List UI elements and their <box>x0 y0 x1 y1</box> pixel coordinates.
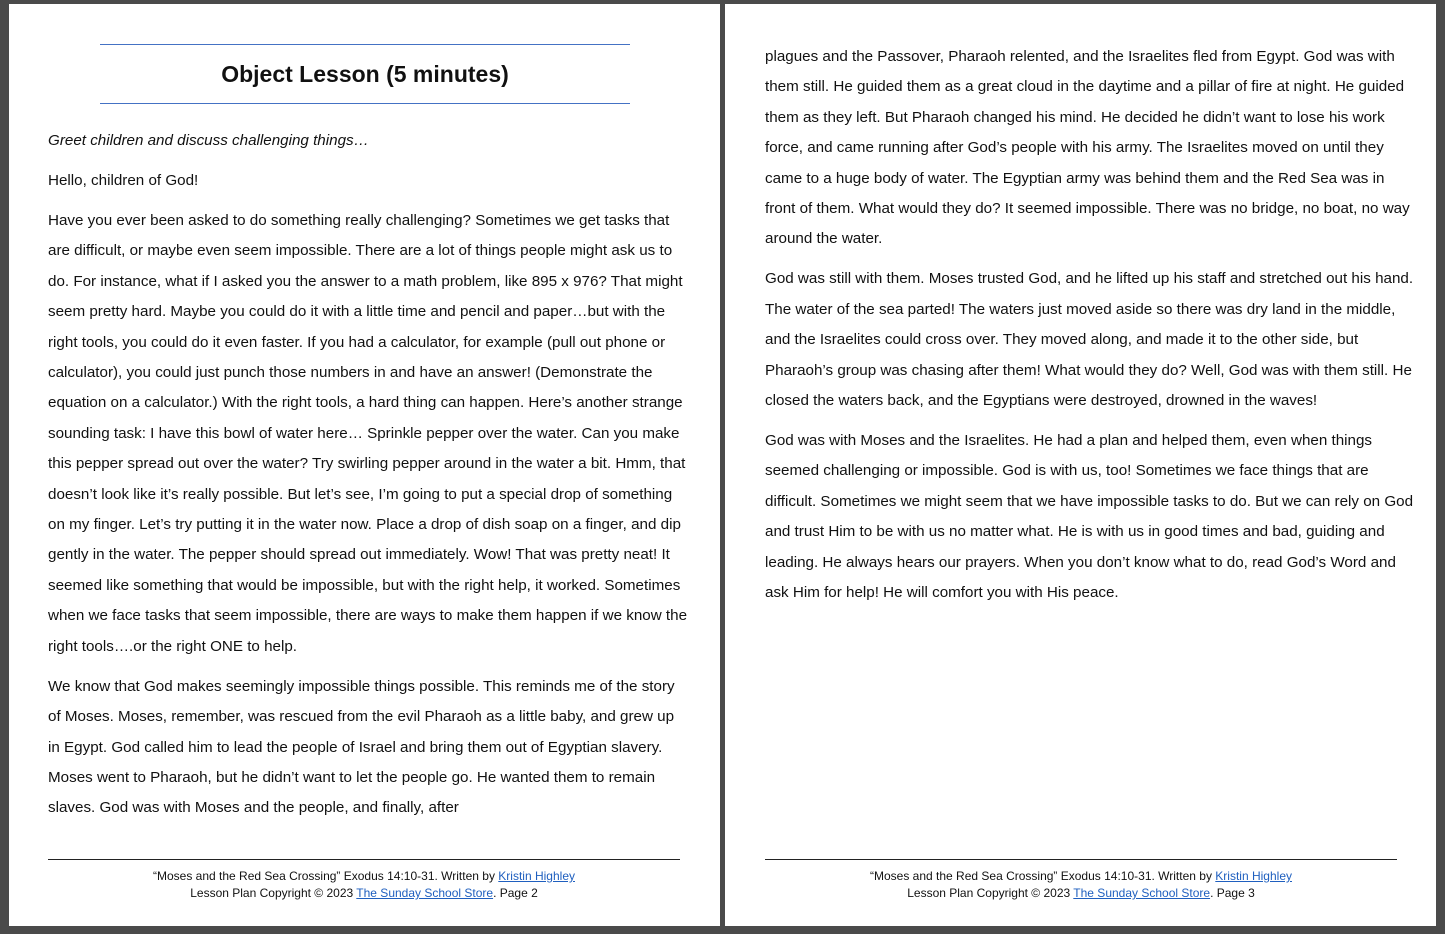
footer-copyright-line <box>48 885 680 902</box>
section-title: Object Lesson (5 minutes) <box>221 61 509 87</box>
title-bottom-rule <box>100 103 630 104</box>
footer-citation-line <box>765 868 1397 885</box>
section-title-block <box>100 44 630 104</box>
store-link[interactable]: The Sunday School Store <box>1073 886 1211 900</box>
paragraph-exodus: plagues and the Passover, Pharaoh relented, and the Israelites fled from Egypt. God was with them still. He guided them as a great cloud in the daytime and a pillar of fire at night. He guided them as they left. But Pharaoh changed his mind. He decided he didn’t want to lose his work force, and came running after God’s people with his army. The Israelites moved on until they came to a huge body of water. The Egyptian army was behind them and the Red Sea was in front of them. What would they do? It seemed impossible. There was no bridge, no boat, no way around the water. <box>765 48 1410 248</box>
footer-citation-text: “Moses and the Red Sea Crossing” Exodus 14:10-31. Written by <box>870 869 1216 883</box>
paragraph-moses-story: We know that God makes seemingly impossible things possible. This reminds me of the story of Moses. Moses, remember, was rescued from the evil Pharaoh as a little baby, and grew up in Egypt. God called him to lead the people of Israel and bring them out of Egyptian slavery. Moses went to Pharaoh, but he didn’t want to let the people go. He wanted them to remain slaves. God was with Moses and the people, and finally, after <box>48 677 675 817</box>
footer-copyright-text: Lesson Plan Copyright © 2023 <box>190 886 357 900</box>
title-top-rule <box>100 44 630 45</box>
document-page-2 <box>9 4 720 926</box>
paragraph-intro-instruction: Greet children and discuss challenging things… <box>48 132 369 149</box>
paragraph-object-lesson: Have you ever been asked to do something really challenging? Sometimes we get tasks that are difficult, or maybe even seem impossible. There are a lot of things people might ask us to do. For instance, what if I asked you the answer to a math problem, like 895 x 976? That might seem pretty hard. Maybe you could do it with a little time and pencil and paper…but with the right tools, you could do it even faster. If you had a calculator, for example (pull out phone or calculator), you could just punch those numbers in and have an answer! (Demonstrate the equation on a calculator.) With the right tools, a hard thing can happen. Here’s another strange sounding task: I have this bowl of water here… Sprinkle pepper over the water. Can you make this pepper spread out over the water? Try swirling pepper around in the water a bit. Hmm, that doesn’t look like it’s really possible. But let’s see, I’m going to put a special drop of something on my finger. Let’s try putting it in the water now. Place a drop of dish soap on a finger, and dip gently in the water. The pepper should spread out immediately. Wow! That was pretty neat! It seemed like something that would be impossible, but with the right help, it worked. Sometimes when we face tasks that seem impossible, there are ways to make them happen if we know the right tools….or the right ONE to help. <box>48 212 688 655</box>
page-2-body <box>48 126 688 833</box>
footer-citation-line <box>48 868 680 885</box>
paragraph-greeting: Hello, children of God! <box>48 172 199 189</box>
store-link[interactable]: The Sunday School Store <box>356 886 494 900</box>
footer-copyright-text: Lesson Plan Copyright © 2023 <box>907 886 1074 900</box>
page-number: . Page 2 <box>493 886 538 900</box>
footer-citation-text: “Moses and the Red Sea Crossing” Exodus 14:10-31. Written by <box>153 869 499 883</box>
paragraph-application: God was with Moses and the Israelites. He had a plan and helped them, even when things seemed challenging or impossible. God is with us, too! Sometimes we face things that are difficult. Sometimes we might seem that we have impossible tasks to do. But we can rely on God and trust Him to be with us no matter what. He is with us in good times and bad, guiding and leading. He always hears our prayers. When you don’t know what to do, read God’s Word and ask Him for help! He will comfort you with His peace. <box>765 432 1414 602</box>
page-2-footer <box>48 859 680 902</box>
page-3-footer <box>765 859 1397 902</box>
author-link[interactable]: Kristin Highley <box>498 869 575 883</box>
author-link[interactable]: Kristin Highley <box>1215 869 1292 883</box>
page-3-body <box>765 42 1415 618</box>
footer-copyright-line <box>765 885 1397 902</box>
page-number: . Page 3 <box>1210 886 1255 900</box>
paragraph-sea-parted: God was still with them. Moses trusted God, and he lifted up his staff and stretched out his hand. The water of the sea parted! The waters just moved aside so there was dry land in the middle, and the Israelites could cross over. They moved along, and made it to the other side, but Pharaoh’s group was chasing after them! What would they do? Well, God was with them still. He closed the waters back, and the Egyptians were destroyed, drowned in the waves! <box>765 270 1414 410</box>
document-page-3 <box>725 4 1436 926</box>
